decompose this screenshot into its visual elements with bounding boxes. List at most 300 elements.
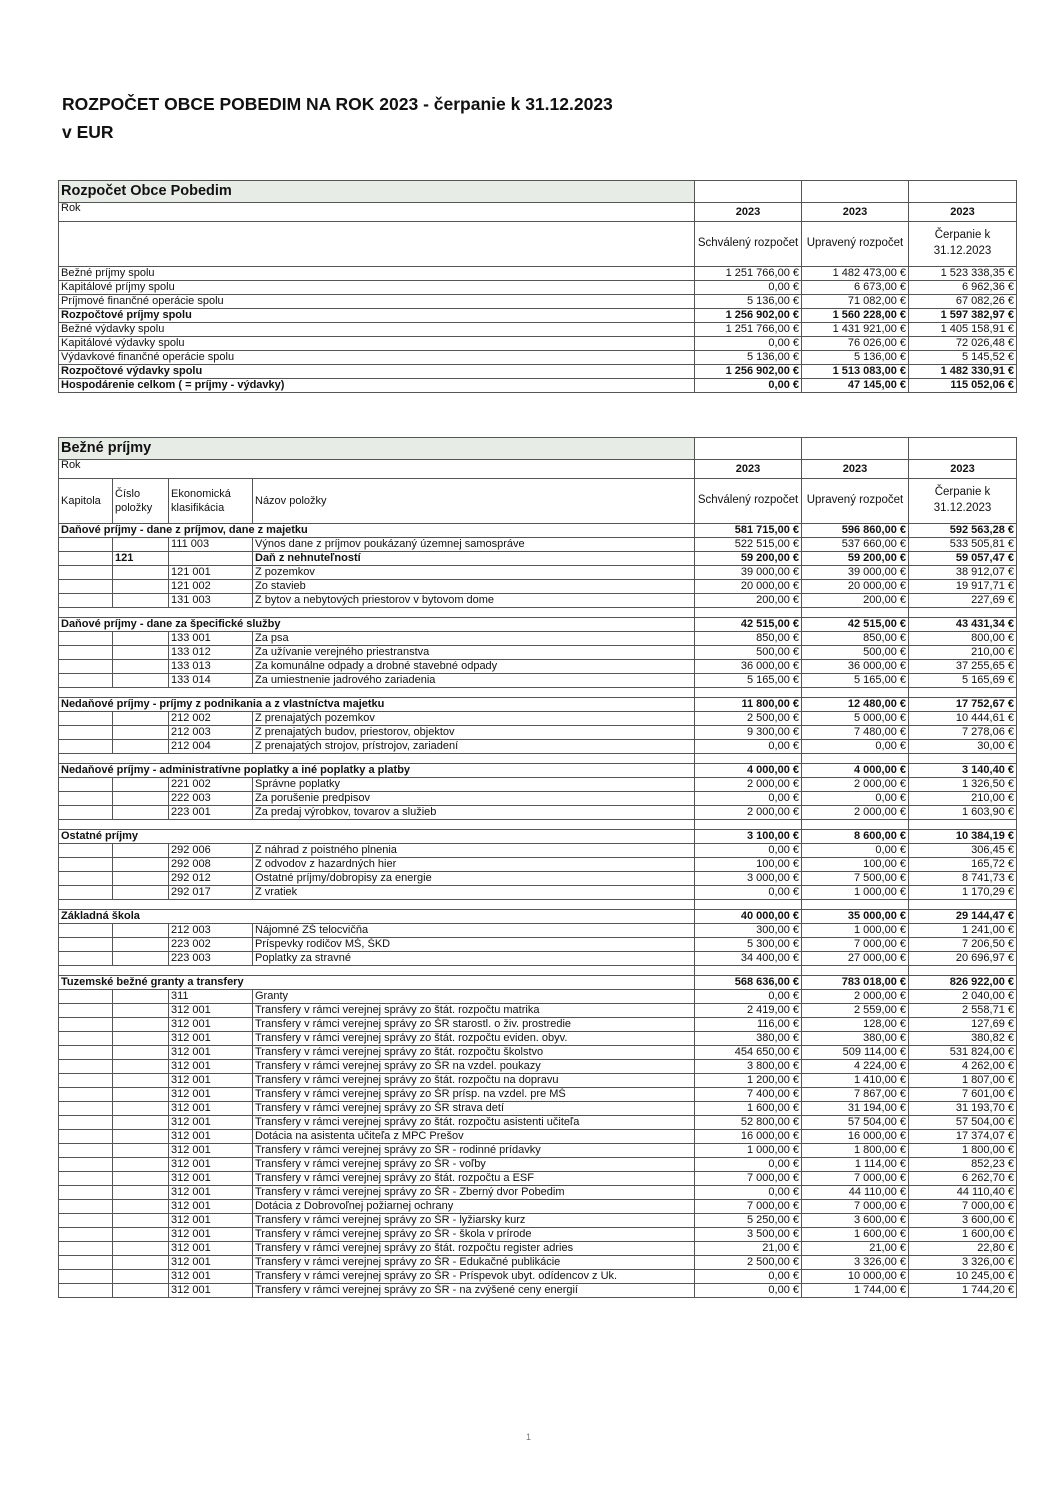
amount-cell: 36 000,00 € <box>802 660 909 674</box>
header-ek: Ekonomická klasifikácia <box>169 479 253 524</box>
ek-cell: 292 006 <box>169 844 253 858</box>
ek-cell: 312 001 <box>169 1116 253 1130</box>
amount-cell: 3 600,00 € <box>909 1214 1017 1228</box>
year-cell: 2023 <box>802 460 909 479</box>
amount-cell: 5 136,00 € <box>695 295 802 309</box>
group-total: 4 000,00 € <box>802 764 909 778</box>
amount-cell: 20 696,97 € <box>909 952 1017 966</box>
ek-cell: 133 013 <box>169 660 253 674</box>
kapitola-cell <box>59 566 113 580</box>
nazov-cell: Transfery v rámci verejnej správy zo štát. rozpočtu register adries <box>253 1242 695 1256</box>
amount-cell: 44 110,00 € <box>802 1186 909 1200</box>
nazov-cell: Z prenajatých strojov, prístrojov, zariadení <box>253 740 695 754</box>
spacer-row <box>59 688 1017 698</box>
kapitola-cell <box>59 1214 113 1228</box>
amount-cell: 10 444,61 € <box>909 712 1017 726</box>
group-header-row <box>59 618 1017 632</box>
table-row <box>59 1060 1017 1074</box>
amount-cell: 5 136,00 € <box>802 351 909 365</box>
amount-cell: 1 482 330,91 € <box>909 365 1017 379</box>
cislo-cell <box>113 712 169 726</box>
cislo-cell <box>113 646 169 660</box>
amount-cell: 7 000,00 € <box>695 1172 802 1186</box>
nazov-cell: Transfery v rámci verejnej správy zo štát. rozpočtu školstvo <box>253 1046 695 1060</box>
nazov-cell: Transfery v rámci verejnej správy zo ŠR - rodinné prídavky <box>253 1144 695 1158</box>
ek-cell: 312 001 <box>169 1074 253 1088</box>
nazov-cell: Za porušenie predpisov <box>253 792 695 806</box>
kapitola-cell <box>59 938 113 952</box>
kapitola-cell <box>59 1074 113 1088</box>
ek-cell: 133 001 <box>169 632 253 646</box>
blank-cell <box>909 900 1017 910</box>
table-row <box>59 740 1017 754</box>
amount-cell: 2 000,00 € <box>695 778 802 792</box>
amount-cell: 1 431 921,00 € <box>802 323 909 337</box>
cislo-cell <box>113 1242 169 1256</box>
section-title: Bežné príjmy <box>59 438 695 460</box>
group-header-row <box>59 910 1017 924</box>
nazov-cell: Z náhrad z poistného plnenia <box>253 844 695 858</box>
column-header: Upravený rozpočet <box>802 222 909 267</box>
amount-cell: 852,23 € <box>909 1158 1017 1172</box>
table-row <box>59 778 1017 792</box>
amount-cell: 1 200,00 € <box>695 1074 802 1088</box>
amount-cell: 2 000,00 € <box>695 806 802 820</box>
amount-cell: 533 505,81 € <box>909 538 1017 552</box>
document-title: ROZPOČET OBCE POBEDIM NA ROK 2023 - čerpanie k 31.12.2023 <box>62 94 613 114</box>
blank-cell <box>802 900 909 910</box>
group-header-row <box>59 976 1017 990</box>
amount-cell: 1 251 766,00 € <box>695 267 802 281</box>
amount-cell: 5 165,00 € <box>695 674 802 688</box>
ek-cell: 312 001 <box>169 1130 253 1144</box>
table-row <box>59 872 1017 886</box>
cislo-cell <box>113 1186 169 1200</box>
amount-cell: 10 245,00 € <box>909 1270 1017 1284</box>
amount-cell: 1 251 766,00 € <box>695 323 802 337</box>
cislo-cell <box>113 990 169 1004</box>
group-name: Nedaňové príjmy - administratívne poplatky a iné poplatky a platby <box>59 764 695 778</box>
cislo-cell <box>113 674 169 688</box>
ek-cell: 312 001 <box>169 1228 253 1242</box>
ek-cell: 133 014 <box>169 674 253 688</box>
amount-cell: 59 200,00 € <box>695 552 802 566</box>
summary-label: Príjmové finančné operácie spolu <box>59 295 695 309</box>
ek-cell: 312 001 <box>169 1214 253 1228</box>
cislo-cell <box>113 1284 169 1298</box>
amount-cell: 2 500,00 € <box>695 712 802 726</box>
blank-cell <box>59 688 695 698</box>
blank-cell <box>802 438 909 460</box>
summary-section-row <box>59 181 1017 203</box>
group-name: Nedaňové príjmy - príjmy z podnikania a z vlastníctva majetku <box>59 698 695 712</box>
kapitola-cell <box>59 1242 113 1256</box>
nazov-cell: Transfery v rámci verejnej správy zo ŠR - škola v prírode <box>253 1228 695 1242</box>
table-row <box>59 1144 1017 1158</box>
group-total: 43 431,34 € <box>909 618 1017 632</box>
blank-cell <box>909 608 1017 618</box>
ek-cell: 292 008 <box>169 858 253 872</box>
amount-cell: 850,00 € <box>802 632 909 646</box>
ek-cell: 221 002 <box>169 778 253 792</box>
blank-cell <box>59 820 695 830</box>
amount-cell: 22,80 € <box>909 1242 1017 1256</box>
table-row <box>59 1200 1017 1214</box>
table-row <box>59 1004 1017 1018</box>
amount-cell: 1 800,00 € <box>802 1144 909 1158</box>
amount-cell: 71 082,00 € <box>802 295 909 309</box>
cislo-cell <box>113 594 169 608</box>
group-name: Ostatné príjmy <box>59 830 695 844</box>
kapitola-cell <box>59 844 113 858</box>
ek-cell: 312 001 <box>169 1270 253 1284</box>
amount-cell: 39 000,00 € <box>802 566 909 580</box>
kapitola-cell <box>59 632 113 646</box>
amount-cell: 0,00 € <box>695 886 802 900</box>
year-cell: 2023 <box>695 460 802 479</box>
amount-cell: 1 000,00 € <box>695 1144 802 1158</box>
table-row <box>59 938 1017 952</box>
spacer-row <box>59 900 1017 910</box>
group-header-row <box>59 764 1017 778</box>
amount-cell: 39 000,00 € <box>695 566 802 580</box>
amount-cell: 5 165,69 € <box>909 674 1017 688</box>
amount-cell: 6 962,36 € <box>909 281 1017 295</box>
kapitola-cell <box>59 740 113 754</box>
column-header: Čerpanie k 31.12.2023 <box>909 479 1017 524</box>
ek-cell: 312 001 <box>169 1102 253 1116</box>
amount-cell: 1 410,00 € <box>802 1074 909 1088</box>
summary-row <box>59 351 1017 365</box>
summary-row <box>59 309 1017 323</box>
spacer-row <box>59 754 1017 764</box>
cislo-cell <box>113 872 169 886</box>
table-row <box>59 990 1017 1004</box>
amount-cell: 76 026,00 € <box>802 337 909 351</box>
blank-cell <box>909 181 1017 203</box>
cislo-cell <box>113 952 169 966</box>
summary-label: Bežné výdavky spolu <box>59 323 695 337</box>
nazov-cell: Nájomné ZŠ telocvičňa <box>253 924 695 938</box>
amount-cell: 380,00 € <box>802 1032 909 1046</box>
nazov-cell: Transfery v rámci verejnej správy zo ŠR - na zvýšené ceny energií <box>253 1284 695 1298</box>
ek-cell: 312 001 <box>169 1032 253 1046</box>
summary-label: Výdavkové finančné operácie spolu <box>59 351 695 365</box>
amount-cell: 227,69 € <box>909 594 1017 608</box>
amount-cell: 5 145,52 € <box>909 351 1017 365</box>
kapitola-cell <box>59 1256 113 1270</box>
rok-label: Rok <box>59 460 695 479</box>
amount-cell: 7 867,00 € <box>802 1088 909 1102</box>
kapitola-cell <box>59 1158 113 1172</box>
table-row <box>59 1088 1017 1102</box>
kapitola-cell <box>59 1116 113 1130</box>
blank-cell <box>909 688 1017 698</box>
amount-cell: 7 400,00 € <box>695 1088 802 1102</box>
blank-cell <box>695 438 802 460</box>
table-row <box>59 1228 1017 1242</box>
amount-cell: 1 807,00 € <box>909 1074 1017 1088</box>
ek-cell: 212 003 <box>169 726 253 740</box>
ek-cell: 121 001 <box>169 566 253 580</box>
ek-cell: 223 001 <box>169 806 253 820</box>
blank-cell <box>59 966 695 976</box>
amount-cell: 0,00 € <box>695 1270 802 1284</box>
amount-cell: 57 504,00 € <box>802 1116 909 1130</box>
ek-cell: 312 001 <box>169 1284 253 1298</box>
amount-cell: 38 912,07 € <box>909 566 1017 580</box>
kapitola-cell <box>59 1284 113 1298</box>
cislo-cell <box>113 792 169 806</box>
amount-cell: 0,00 € <box>695 1186 802 1200</box>
nazov-cell: Zo stavieb <box>253 580 695 594</box>
amount-cell: 300,00 € <box>695 924 802 938</box>
cislo-cell <box>113 632 169 646</box>
kapitola-cell <box>59 1102 113 1116</box>
table-row <box>59 594 1017 608</box>
amount-cell: 7 480,00 € <box>802 726 909 740</box>
amount-cell: 5 136,00 € <box>695 351 802 365</box>
cislo-cell <box>113 844 169 858</box>
blank-cell <box>695 754 802 764</box>
amount-cell: 5 000,00 € <box>802 712 909 726</box>
cislo-cell <box>113 1214 169 1228</box>
amount-cell: 522 515,00 € <box>695 538 802 552</box>
cislo-cell <box>113 1228 169 1242</box>
amount-cell: 7 000,00 € <box>802 1200 909 1214</box>
amount-cell: 16 000,00 € <box>802 1130 909 1144</box>
table-row <box>59 1046 1017 1060</box>
blank-cell <box>802 820 909 830</box>
amount-cell: 454 650,00 € <box>695 1046 802 1060</box>
amount-cell: 57 504,00 € <box>909 1116 1017 1130</box>
summary-label: Hospodárenie celkom ( = príjmy - výdavky) <box>59 379 695 393</box>
amount-cell: 67 082,26 € <box>909 295 1017 309</box>
summary-row <box>59 295 1017 309</box>
amount-cell: 2 000,00 € <box>802 806 909 820</box>
nazov-cell: Transfery v rámci verejnej správy zo štát. rozpočtu asistenti učiteľa <box>253 1116 695 1130</box>
column-header: Schválený rozpočet <box>695 222 802 267</box>
group-name: Základná škola <box>59 910 695 924</box>
amount-cell: 380,00 € <box>695 1032 802 1046</box>
amount-cell: 1 114,00 € <box>802 1158 909 1172</box>
amount-cell: 0,00 € <box>695 379 802 393</box>
amount-cell: 3 326,00 € <box>802 1256 909 1270</box>
nazov-cell: Transfery v rámci verejnej správy zo ŠR na vzdel. poukazy <box>253 1060 695 1074</box>
cislo-cell <box>113 1158 169 1172</box>
amount-cell: 7 000,00 € <box>802 938 909 952</box>
blank-cell <box>802 181 909 203</box>
amount-cell: 100,00 € <box>802 858 909 872</box>
kapitola-cell <box>59 1060 113 1074</box>
nazov-cell: Transfery v rámci verejnej správy zo štát. rozpočtu eviden. obyv. <box>253 1032 695 1046</box>
amount-cell: 59 200,00 € <box>802 552 909 566</box>
cislo-cell <box>113 1088 169 1102</box>
amount-cell: 34 400,00 € <box>695 952 802 966</box>
amount-cell: 210,00 € <box>909 646 1017 660</box>
blank-cell <box>802 608 909 618</box>
amount-cell: 531 824,00 € <box>909 1046 1017 1060</box>
amount-cell: 16 000,00 € <box>695 1130 802 1144</box>
amount-cell: 7 000,00 € <box>802 1172 909 1186</box>
amount-cell: 27 000,00 € <box>802 952 909 966</box>
nazov-cell: Z vratiek <box>253 886 695 900</box>
amount-cell: 44 110,40 € <box>909 1186 1017 1200</box>
year-cell: 2023 <box>909 460 1017 479</box>
kapitola-cell <box>59 726 113 740</box>
column-header: Upravený rozpočet <box>802 479 909 524</box>
table-row <box>59 1074 1017 1088</box>
nazov-cell: Transfery v rámci verejnej správy zo ŠR strava detí <box>253 1102 695 1116</box>
summary-row <box>59 281 1017 295</box>
cislo-cell <box>113 1102 169 1116</box>
group-name: Daňové príjmy - dane z príjmov, dane z majetku <box>59 524 695 538</box>
summary-label: Bežné príjmy spolu <box>59 267 695 281</box>
group-total: 10 384,19 € <box>909 830 1017 844</box>
cislo-cell <box>113 1018 169 1032</box>
ek-cell: 312 001 <box>169 1046 253 1060</box>
nazov-cell: Za predaj výrobkov, tovarov a služieb <box>253 806 695 820</box>
amount-cell: 31 194,00 € <box>802 1102 909 1116</box>
nazov-cell: Z prenajatých budov, priestorov, objektov <box>253 726 695 740</box>
year-row <box>59 203 1017 222</box>
kapitola-cell <box>59 952 113 966</box>
nazov-cell: Z prenajatých pozemkov <box>253 712 695 726</box>
blank-cell <box>695 181 802 203</box>
blank-cell <box>909 820 1017 830</box>
blank-cell <box>59 608 695 618</box>
table-row <box>59 1130 1017 1144</box>
amount-cell: 0,00 € <box>695 1284 802 1298</box>
kapitola-cell <box>59 580 113 594</box>
summary-label: Rozpočtové príjmy spolu <box>59 309 695 323</box>
column-header: Schválený rozpočet <box>695 479 802 524</box>
cislo-cell <box>113 1116 169 1130</box>
summary-label: Kapitálové príjmy spolu <box>59 281 695 295</box>
summary-row <box>59 365 1017 379</box>
nazov-cell: Transfery v rámci verejnej správy zo ŠR prísp. na vzdel. pre MŠ <box>253 1088 695 1102</box>
amount-cell: 0,00 € <box>695 990 802 1004</box>
group-header-row <box>59 830 1017 844</box>
column-header: Čerpanie k 31.12.2023 <box>909 222 1017 267</box>
summary-row <box>59 323 1017 337</box>
blank-cell <box>695 900 802 910</box>
nazov-cell: Transfery v rámci verejnej správy zo ŠR - lyžiarsky kurz <box>253 1214 695 1228</box>
nazov-cell: Príspevky rodičov MŠ, ŠKD <box>253 938 695 952</box>
amount-cell: 7 500,00 € <box>802 872 909 886</box>
year-cell: 2023 <box>909 203 1017 222</box>
header-kapitola: Kapitola <box>59 479 113 524</box>
table-row <box>59 674 1017 688</box>
amount-cell: 31 193,70 € <box>909 1102 1017 1116</box>
ek-cell: 312 001 <box>169 1200 253 1214</box>
table-row <box>59 1284 1017 1298</box>
group-name: Daňové príjmy - dane za špecifické služby <box>59 618 695 632</box>
column-header-row <box>59 479 1017 524</box>
group-total: 17 752,67 € <box>909 698 1017 712</box>
spacer-row <box>59 608 1017 618</box>
amount-cell: 59 057,47 € <box>909 552 1017 566</box>
kapitola-cell <box>59 552 113 566</box>
table-row <box>59 580 1017 594</box>
amount-cell: 2 558,71 € <box>909 1004 1017 1018</box>
table-row <box>59 1186 1017 1200</box>
amount-cell: 1 744,20 € <box>909 1284 1017 1298</box>
amount-cell: 30,00 € <box>909 740 1017 754</box>
group-total: 581 715,00 € <box>695 524 802 538</box>
ek-cell: 222 003 <box>169 792 253 806</box>
ek-cell: 111 003 <box>169 538 253 552</box>
amount-cell: 1 600,00 € <box>909 1228 1017 1242</box>
amount-cell: 1 523 338,35 € <box>909 267 1017 281</box>
page-number: 1 <box>526 1432 532 1442</box>
document-subtitle-currency: v EUR <box>62 122 114 142</box>
amount-cell: 20 000,00 € <box>695 580 802 594</box>
bezne-section-row <box>59 438 1017 460</box>
group-total: 29 144,47 € <box>909 910 1017 924</box>
table-row <box>59 646 1017 660</box>
kapitola-cell <box>59 1032 113 1046</box>
amount-cell: 0,00 € <box>802 740 909 754</box>
nazov-cell: Transfery v rámci verejnej správy zo štát. rozpočtu a ESF <box>253 1172 695 1186</box>
cislo-cell <box>113 1270 169 1284</box>
group-header-row <box>59 698 1017 712</box>
amount-cell: 127,69 € <box>909 1018 1017 1032</box>
table-row <box>59 886 1017 900</box>
kapitola-cell <box>59 1088 113 1102</box>
kapitola-cell <box>59 1200 113 1214</box>
group-total: 3 100,00 € <box>695 830 802 844</box>
nazov-cell: Transfery v rámci verejnej správy zo štát. rozpočtu matrika <box>253 1004 695 1018</box>
blank-cell <box>59 754 695 764</box>
nazov-cell: Z odvodov z hazardných hier <box>253 858 695 872</box>
cislo-cell <box>113 1144 169 1158</box>
table-row <box>59 1158 1017 1172</box>
group-name: Tuzemské bežné granty a transfery <box>59 976 695 990</box>
nazov-cell: Granty <box>253 990 695 1004</box>
amount-cell: 0,00 € <box>695 844 802 858</box>
amount-cell: 21,00 € <box>802 1242 909 1256</box>
amount-cell: 2 559,00 € <box>802 1004 909 1018</box>
group-total: 3 140,40 € <box>909 764 1017 778</box>
amount-cell: 3 326,00 € <box>909 1256 1017 1270</box>
ek-cell: 292 017 <box>169 886 253 900</box>
kapitola-cell <box>59 872 113 886</box>
spacer-row <box>59 820 1017 830</box>
kapitola-cell <box>59 1018 113 1032</box>
summary-row <box>59 267 1017 281</box>
ek-cell: 223 003 <box>169 952 253 966</box>
ek-cell: 212 002 <box>169 712 253 726</box>
summary-row <box>59 379 1017 393</box>
amount-cell: 3 000,00 € <box>695 872 802 886</box>
amount-cell: 1 326,50 € <box>909 778 1017 792</box>
cislo-cell <box>113 566 169 580</box>
cislo-cell <box>113 886 169 900</box>
amount-cell: 100,00 € <box>695 858 802 872</box>
amount-cell: 2 500,00 € <box>695 1256 802 1270</box>
cislo-cell <box>113 858 169 872</box>
cislo-cell <box>113 740 169 754</box>
nazov-cell: Za umiestnenie jadrového zariadenia <box>253 674 695 688</box>
summary-row <box>59 337 1017 351</box>
nazov-cell: Za komunálne odpady a drobné stavebné odpady <box>253 660 695 674</box>
amount-cell: 17 374,07 € <box>909 1130 1017 1144</box>
amount-cell: 1 256 902,00 € <box>695 365 802 379</box>
kapitola-cell <box>59 538 113 552</box>
amount-cell: 850,00 € <box>695 632 802 646</box>
amount-cell: 7 278,06 € <box>909 726 1017 740</box>
